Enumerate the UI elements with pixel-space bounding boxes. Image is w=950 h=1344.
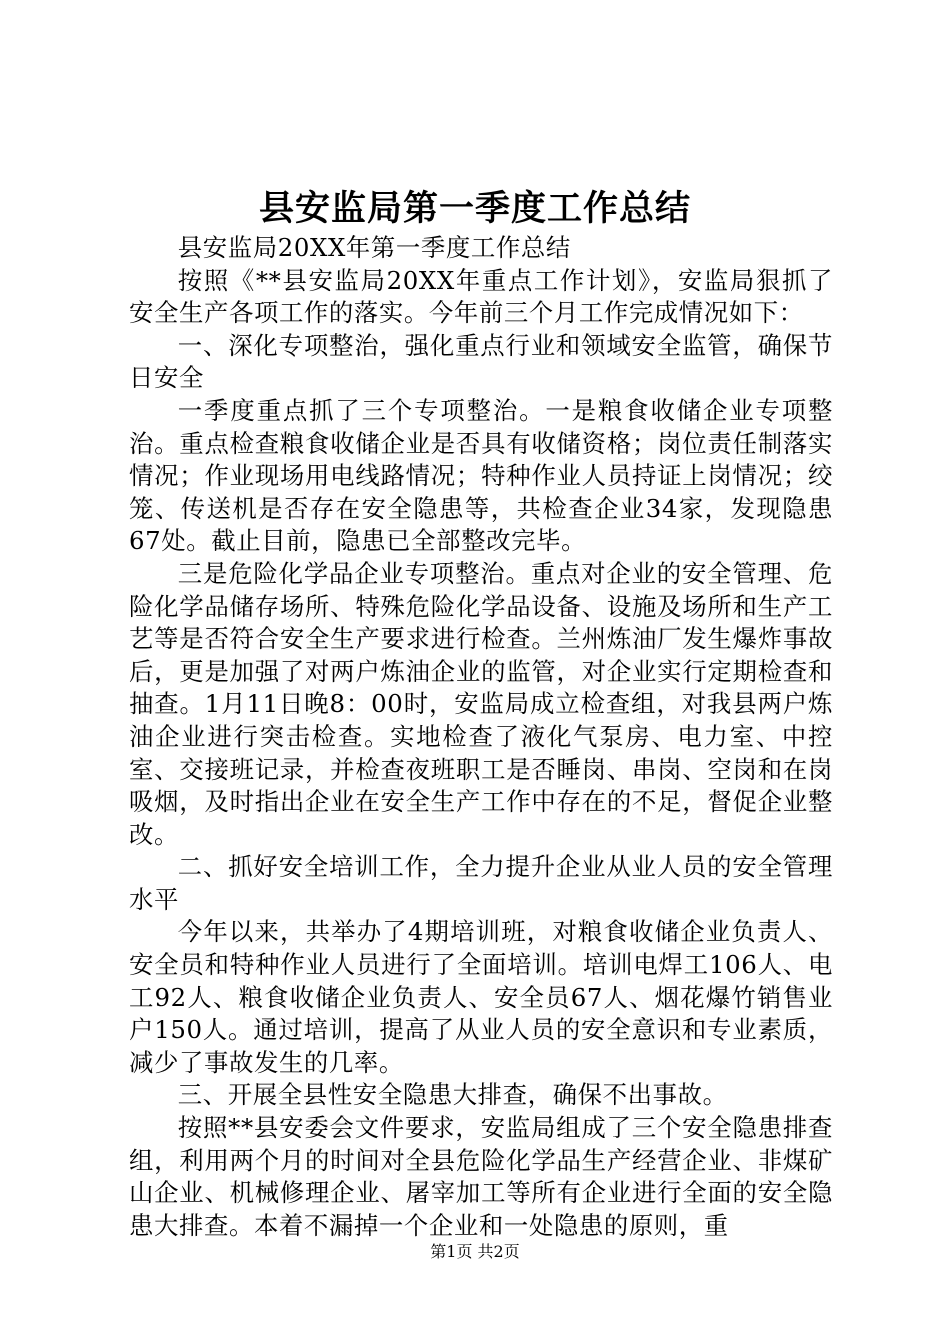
document-title: 县安监局第一季度工作总结 <box>258 188 691 229</box>
section-heading-3: 三、开展全县性安全隐患大排查，确保不出事故。 <box>177 1080 728 1110</box>
section-heading-2: 二、抓好安全培训工作，全力提升企业从业人员的安全管理水平 <box>129 852 833 914</box>
section-heading-1: 一、深化专项整治，强化重点行业和领域安全监管，确保节日安全 <box>129 330 833 393</box>
paragraph-training: 今年以来，共举办了4期培训班，对粮食收储企业负责人、安全员和特种作业人员进行了全面培训。培训电焊工106人、电工92人、粮食收储企业负责人、安全员67人、烟花爆竹销售业户150人。通过培训，提高了从业人员的安全意识和专业素质，减少了事故发生的几率。 <box>129 917 833 1077</box>
paragraph-hazardous-chemicals: 三是危险化学品企业专项整治。重点对企业的安全管理、危险化学品储存场所、特殊危险化学品设备、设施及场所和生产工艺等是否符合安全生产要求进行检查。兰州炼油厂发生爆炸事故后，更是加强了对两户炼油企业的监管，对企业实行定期检查和抽查。1月11日晚8：00时，安监局成立检查组，对我县两户炼油企业进行突击检查。实地检查了液化气泵房、电力室、中控室、交接班记录，并检查夜班职工是否睡岗、串岗、空岗和在岗吸烟，及时指出企业在安全生产工作中存在的不足，督促企业整改。 <box>129 558 833 849</box>
paragraph-grain-rectification: 一季度重点抓了三个专项整治。一是粮食收储企业专项整治。重点检查粮食收储企业是否具有收储资格；岗位责任制落实情况；作业现场用电线路情况；特种作业人员持证上岗情况；绞笼、传送机是否存在安全隐患等，共检查企业34家，发现隐患67处。截止目前，隐患已全部整改完毕。 <box>129 395 833 556</box>
page-footer: 第1页 共2页 <box>430 1242 520 1261</box>
document-body <box>129 232 833 1242</box>
paragraph-hazard-inspection: 按照**县安委会文件要求，安监局组成了三个安全隐患排查组，利用两个月的时间对全县危险化学品生产经营企业、非煤矿山企业、机械修理企业、屠宰加工等所有企业进行全面的安全隐患大排查。本着不漏掉一个企业和一处隐患的原则，重 <box>129 1113 833 1240</box>
paragraph-heading-line: 县安监局20XX年第一季度工作总结 <box>177 233 571 262</box>
paragraph-intro: 按照《**县安监局20XX年重点工作计划》，安监局狠抓了安全生产各项工作的落实。今年前三个月工作完成情况如下： <box>129 265 833 328</box>
